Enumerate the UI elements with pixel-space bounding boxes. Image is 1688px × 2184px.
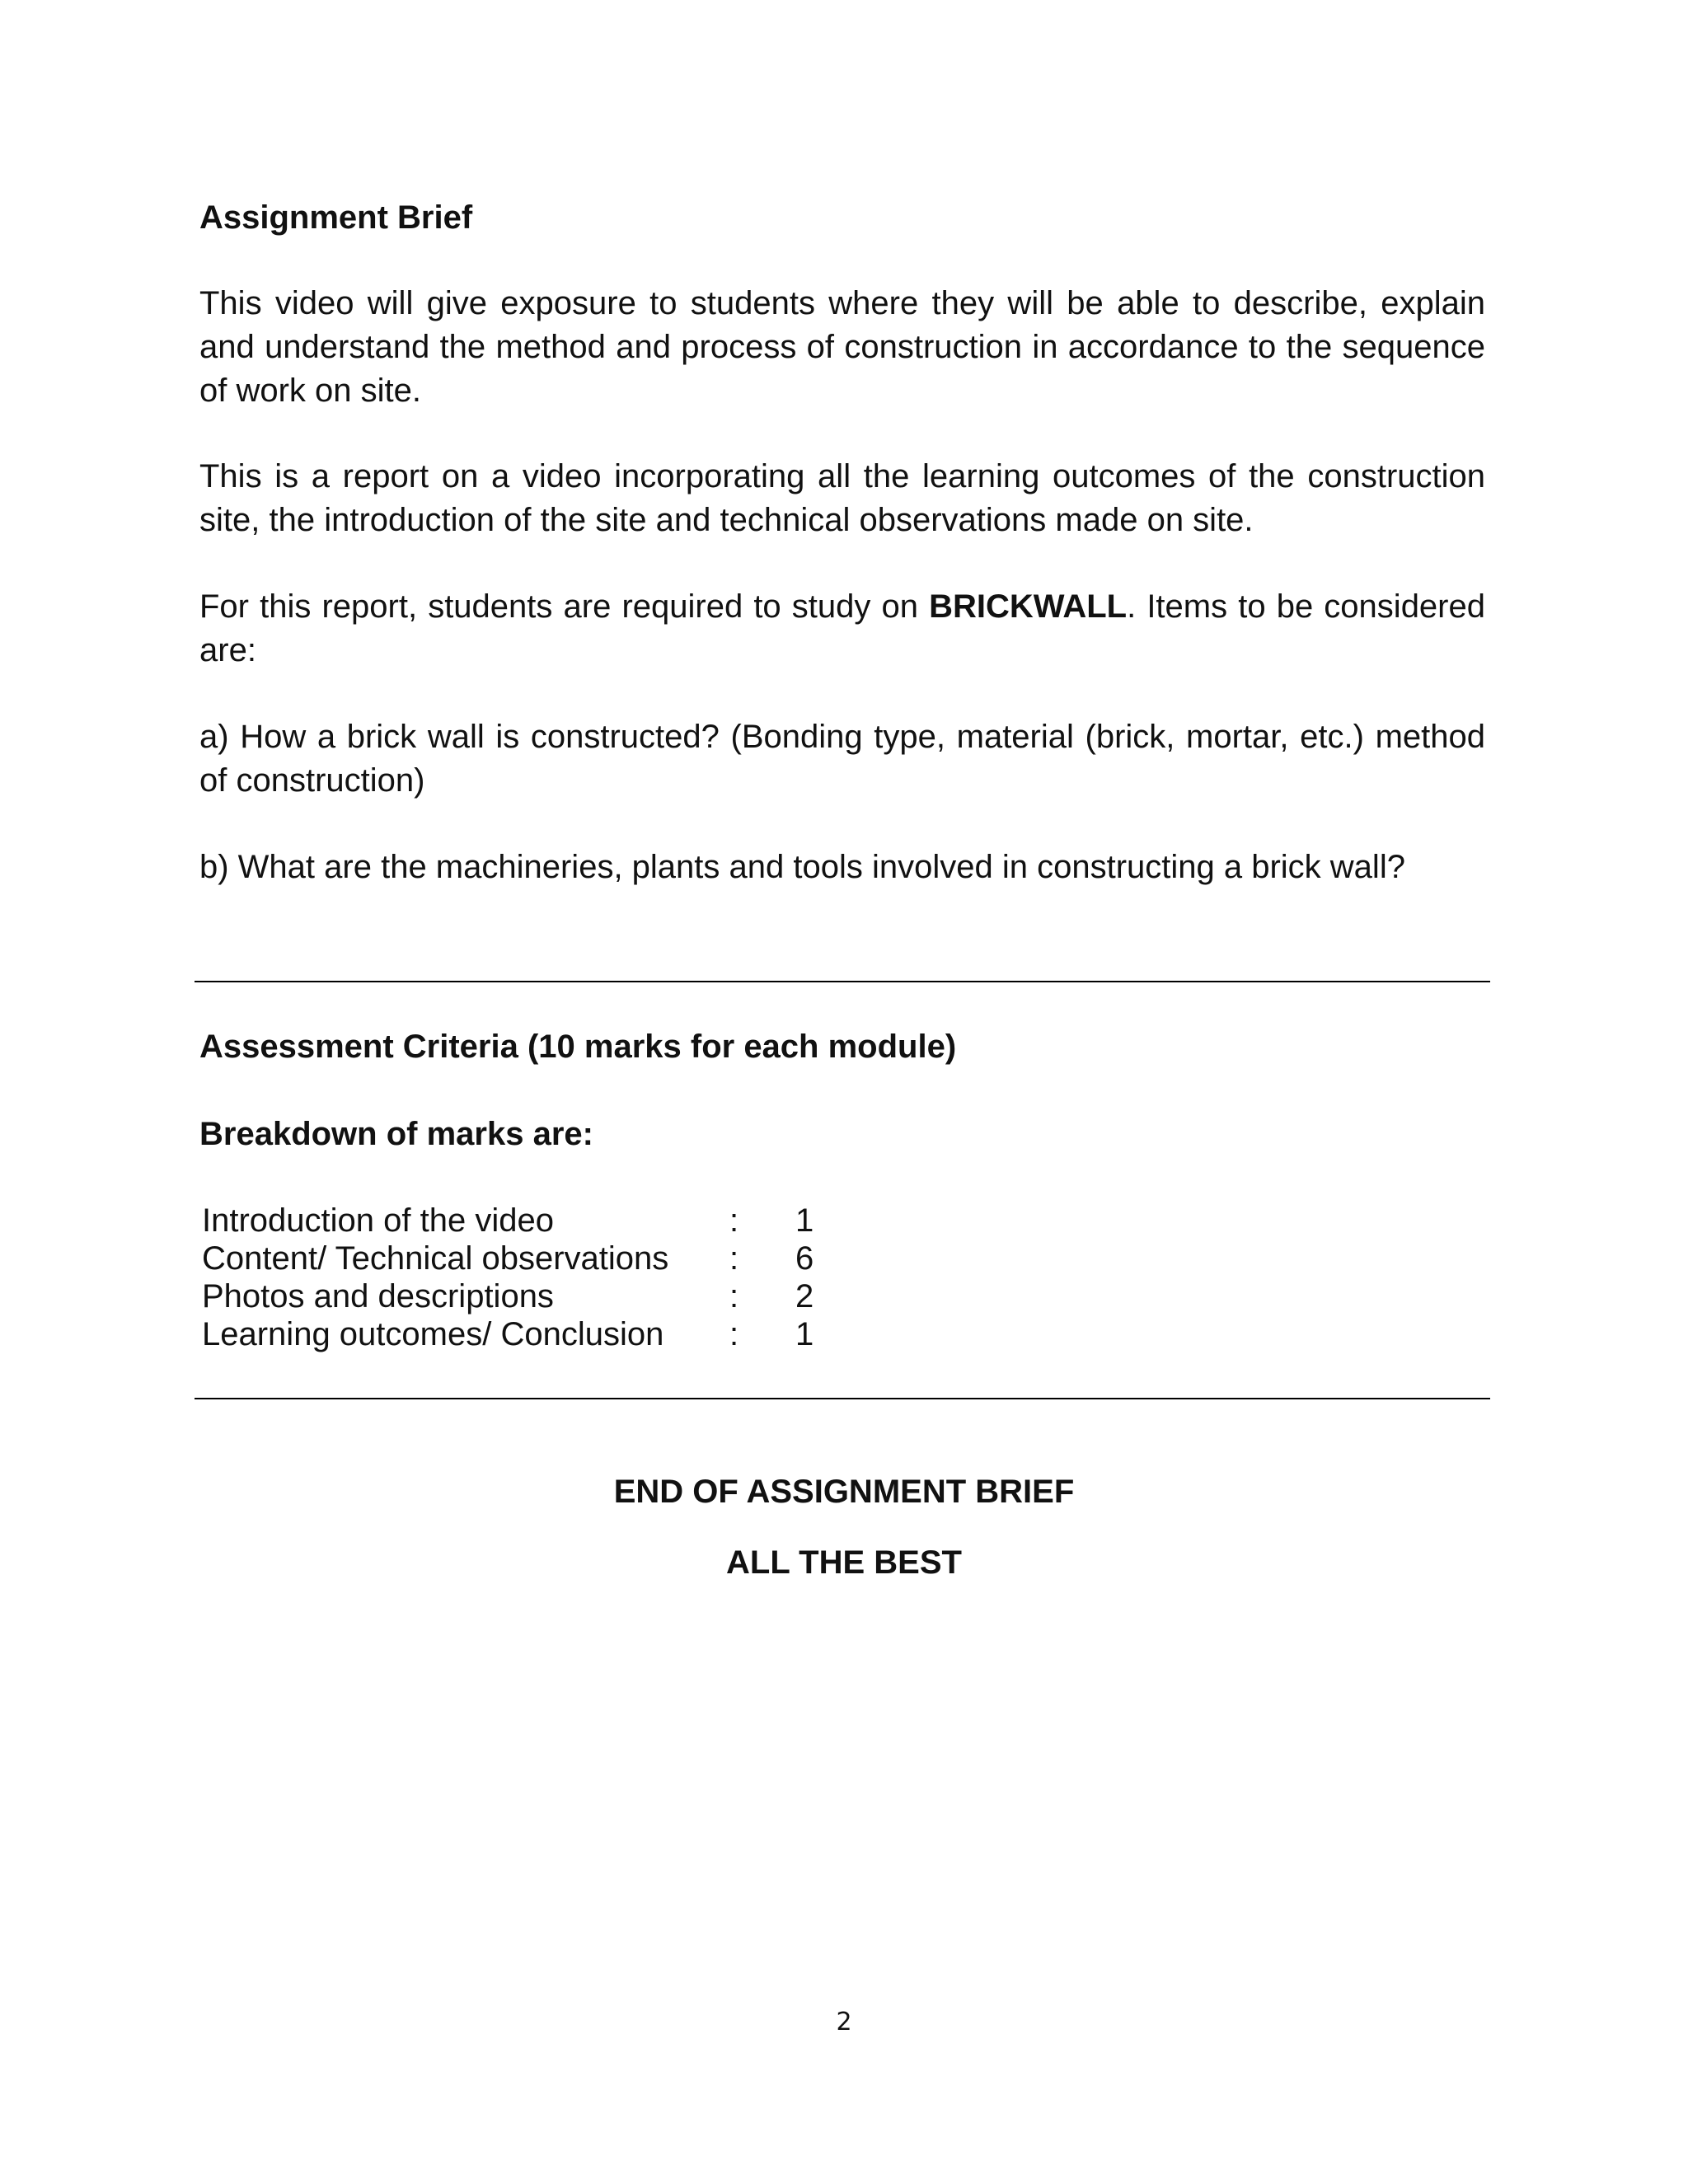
assessment-criteria-heading: Assessment Criteria (10 marks for each module) — [199, 1029, 957, 1065]
end-of-brief-text: END OF ASSIGNMENT BRIEF — [613, 1474, 1075, 1510]
paragraph-study-topic — [199, 585, 1485, 673]
marks-row-separator: : — [729, 1240, 739, 1277]
marks-row-separator: : — [729, 1278, 739, 1315]
paragraph-video-exposure: This video will give exposure to students where they will be able to describe, explain and understand the method and process of construction in accordance to the sequence of work on site. — [199, 285, 1485, 409]
all-the-best-text: ALL THE BEST — [726, 1544, 962, 1581]
marks-row-separator: : — [729, 1316, 739, 1352]
marks-row-label: Content/ Technical observations — [202, 1240, 669, 1277]
marks-row-separator: : — [729, 1202, 739, 1239]
item-a-brick-wall-construction: a) How a brick wall is constructed? (Bonding type, material (brick, mortar, etc.) method of construction) — [199, 719, 1485, 799]
marks-breakdown-heading: Breakdown of marks are: — [199, 1116, 593, 1152]
assignment-brief-heading: Assignment Brief — [199, 199, 473, 236]
marks-row-value: 1 — [795, 1202, 814, 1239]
study-topic-keyword: BRICKWALL — [929, 588, 1128, 625]
paragraph-report-description: This is a report on a video incorporating all the learning outcomes of the construction site, the introduction of the site and technical observations made on site. — [199, 458, 1485, 538]
section-divider-top — [195, 981, 1490, 982]
marks-row-value: 2 — [795, 1278, 814, 1315]
study-topic-trailing-text: . Items to be considered are: — [199, 588, 1485, 668]
study-topic-lead-text: For this report, students are required to study on — [199, 588, 930, 625]
item-b-machineries-tools: b) What are the machineries, plants and tools involved in constructing a brick wall? — [199, 849, 1405, 885]
marks-row-value: 1 — [795, 1316, 814, 1352]
marks-row-label: Introduction of the video — [202, 1202, 554, 1239]
marks-row-value: 6 — [795, 1240, 814, 1277]
marks-row-label: Learning outcomes/ Conclusion — [202, 1316, 664, 1352]
marks-row-label: Photos and descriptions — [202, 1278, 554, 1315]
section-divider-bottom — [195, 1398, 1490, 1399]
page-number: 2 — [836, 2008, 852, 2036]
